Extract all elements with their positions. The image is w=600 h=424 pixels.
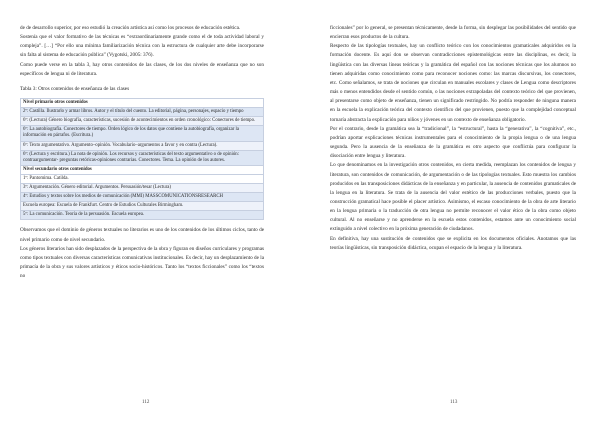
table-row — [21, 174, 264, 183]
table-cell: Nivel secundario otros contenidos — [21, 165, 264, 174]
table-row — [21, 141, 264, 150]
table-cell: 1º: Pantomima. Catilda. — [21, 174, 264, 183]
table-cell: 2º: Castilla. Ilustrarlo y armar libros. Autor y el título del cuento. La editorial, página, personajes, espacio y tiempo — [21, 108, 264, 117]
left-paragraph: Observamos que el dominio de géneros textuales no literarios es uno de los contenidos de los últimos ciclos, tanto de nivel primario como de nivel secundario. — [20, 227, 264, 243]
table-row — [21, 211, 264, 220]
table-row — [21, 184, 264, 193]
left-paragraph: Los géneros literarios han sido desplazados de la perspectiva de la obra y figuran en diseños curriculares y programas como tipos textuales con diversas características comunicativas institucionales. Es decir, hay un desplazamiento de la primacía de la obra y sus valores artísticos y éticos socio-históricos. Tanto los “textos ficcionales” como los “textos no — [20, 245, 265, 280]
table-row — [21, 202, 264, 211]
table-row — [21, 126, 264, 141]
right-page — [330, 24, 576, 253]
table-cell: 3º: Argumentación. Género editorial. Argumentos. Persuasión/tesar (Lectura) — [21, 184, 264, 193]
table-row — [21, 193, 264, 202]
table-cell: 4º: Estudios y textos sobre los medios de comunicación (MMI) MASSCOMUNICATIONSRESEARCH — [21, 193, 264, 202]
table-row — [21, 108, 264, 117]
table-cell: 5º: La comunicación. Teoría de la persuasión. Escuela europea. — [21, 211, 264, 220]
right-paragraph: En definitiva, hay una sustitución de contenidos que se explicita en los documentos oficiales. Anotamos que las teorías lingüísticas, sin transposición didáctica, ocupan el espacio de la lengua y la literatura. — [330, 235, 576, 251]
table-section-header — [21, 99, 264, 108]
table-row — [21, 150, 264, 165]
left-paragraph: de de desarrollo superior, por eso estudió la creación artística así como los procesos de educación estética. — [20, 25, 241, 31]
right-paragraph: Por el contrario, desde la gramática sea la “tradicional”, la “estructural”, hasta la “generativa”, la “cognitiva”, etc., podrían aportar explicaciones técnicas instrumentales para el conocimiento de la propia lengua o de una lengua segunda. Pero la ausencia de la enseñanza de la gramática es otro aspecto que conflictúa para configurar la disociación entre lengua y literatura. — [330, 125, 576, 160]
right-paragraph: ficcionales” por lo general, se presentan técnicamente, desde la forma, sin desplegar las posibilidades del sentido que encierran esos productos de la cultura. — [330, 25, 576, 41]
right-paragraph: Respecto de las tipologías textuales, hay un conflicto teórico con los conocimientos gramaticales adquiridos en la formación docente. Es aquí don se observan contradicciones epistemológicas entre las disciplinas, es decir, la lingüística con las diversas líneas teóricas y la gramática del español con las nociones técnicas que los alumnos no tienen adquiridas como conocimiento como para reconocer nociones como: las marcas discursivas, los conectores, etc. Como señalamos, se trata de nociones que circulan en manuales escolares y clases de Lengua como descriptores más o menos entendidos desde el sentido común, o las nociones extrapoladas del contexto teórico del que provienen, al presentarse como objeto de enseñanza, tienen un significado restringido. No podría responder de ninguna manera en la escuela la explicación teórica del contexto científico del que provienen, puesto que la complejidad conceptual tornaría abstracta la explicación para niños y jóvenes en un contexto de enseñanza obligatorio. — [330, 43, 576, 123]
page-number-left: 112 — [142, 400, 150, 405]
table-cell: 6º: La autobiografía. Conectores de tiempo. Orden lógico de los datos que contiene la autobiografía, organizar la información en párrafos. (Escritura.) — [21, 126, 264, 141]
table-cell: Escuela europea: Escuela de Frankfurt. Centro de Estudios Culturales Birmingham. — [21, 202, 264, 211]
left-paragraph: Sostenía que el valor formativo de las técnicas es “extraordinariamente grande como el de toda actividad laboral y compleja”. […] “Por ello una mínima familiarización técnica con la estructura de cualquier arte debe incorporarse sin falta al sistema de educación pública” (Vygotski, 2005: 376). — [20, 34, 264, 59]
left-page — [20, 24, 264, 281]
table-cell: Nivel primario otros contenidos — [21, 99, 264, 108]
page-number-right: 113 — [450, 400, 458, 405]
table-caption: Tabla 3: Otros contenidos de enseñanza de las clases — [20, 85, 130, 92]
contents-table — [20, 98, 264, 220]
table-cell: 6º: (Lectura y escritura.) La nota de opinión. Los recursos y características del texto argumentativo o de opinión: contraargumentar- preguntas retóricas-opiniones contrarias. Conectores. Tema. La opinión de los autores. — [21, 150, 264, 165]
left-paragraph: Como puede verse en la tabla 3, hay otros contenidos de las clases, de los dos niveles de enseñanza que no son específicos de lengua ni de literatura. — [20, 61, 264, 77]
right-paragraph: Lo que denominamos en la investigación otros contenidos, en cierta medida, reemplazan los contenidos de lengua y literatura, son contenidos de comunicación, de argumentación o de las tipologías textuales. Esto muestra los cambios producidos en las transposiciones didácticas de la enseñanza y en particular, la ausencia de contenidos gramaticales de la lengua en la literatura. Se trata de la ausencia del valor estético de las producciones verbales, puesto que la construcción gramatical hace posible el placer artístico. Asimismo, el escaso conocimiento de la obra de arte literario en la lengua primaria o la traducción de otra lengua no permite reconocer el valor ético de la obra como objeto cultural. Al no enseñarse y no aprenderse en la escuela estos contenidos, estamos ante un conocimiento social extinguido a nivel colectivo en la próxima generación de ciudadanos. — [330, 162, 576, 233]
table-cell: 6º: Texto argumentativo. Argumento–opinión. Vocabulario–argumentos a favor y en contra (Lectura). — [21, 141, 264, 150]
table-cell: 6º: (Lectura) Género biografía, características, sucesión de acontecimientos en orden cronológico: Conectores de tiempo. — [21, 117, 264, 126]
table-row — [21, 117, 264, 126]
table-section-header — [21, 165, 264, 174]
